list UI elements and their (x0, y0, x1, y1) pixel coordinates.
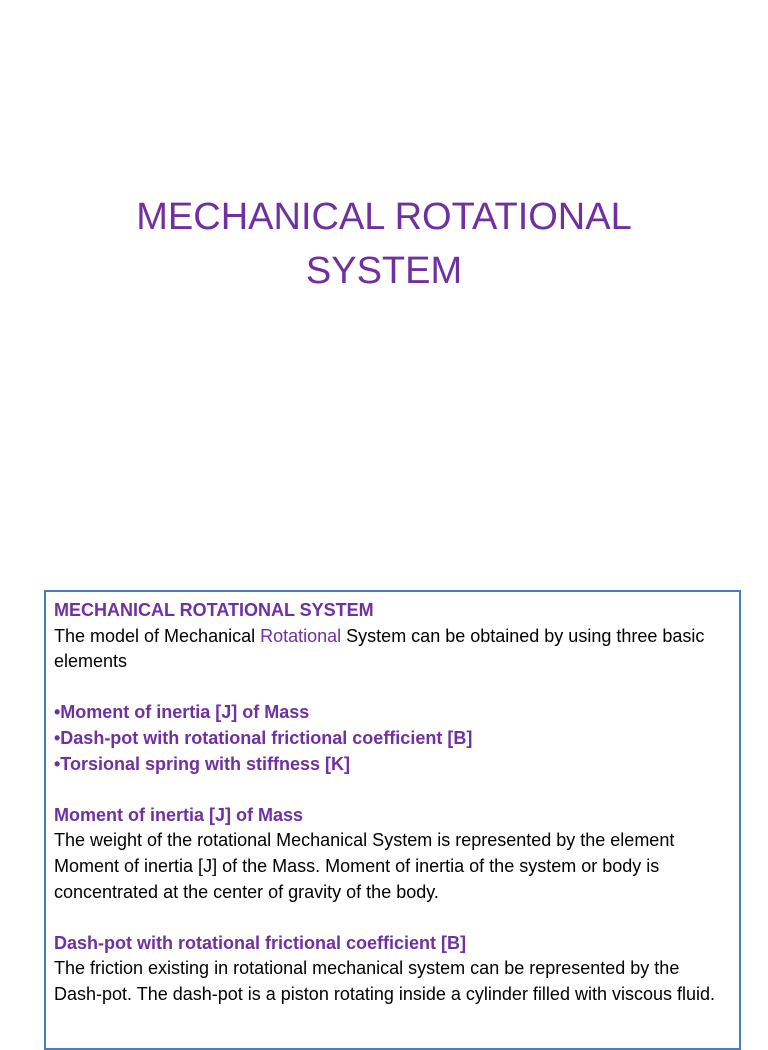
section-heading-inertia: Moment of inertia [J] of Mass (54, 804, 304, 825)
content-heading: MECHANICAL ROTATIONAL SYSTEM (54, 600, 374, 620)
bullet-item-spring: •Torsional spring with stiffness [K] (54, 753, 350, 774)
intro-highlight-word: Rotational (260, 625, 342, 646)
slide-title (60, 190, 708, 298)
bullet-item-dashpot: •Dash-pot with rotational frictional coefficient [B] (54, 727, 473, 748)
spacer (54, 675, 731, 701)
section-heading-dashpot: Dash-pot with rotational frictional coefficient [B] (54, 932, 467, 953)
slide-title-line-2: SYSTEM (305, 250, 463, 292)
section-body-inertia: The weight of the rotational Mechanical System is represented by the element Moment of inertia [J] of the Mass. Moment of inertia of the system or body is concentrated at the center of gravity of the body. (54, 830, 675, 902)
intro-paragraph (54, 624, 731, 675)
slide-title-line-1: MECHANICAL ROTATIONAL (136, 196, 632, 238)
intro-text-start: The model of Mechanical (54, 625, 261, 646)
bullet-item-inertia: •Moment of inertia [J] of Mass (54, 702, 310, 723)
content-text-box (44, 590, 741, 1050)
intro-text-end: System can be obtained by using three basic elements (54, 625, 705, 672)
spacer (54, 777, 731, 803)
section-body-dashpot: The friction existing in rotational mechanical system can be represented by the Dash-pot. The dash-pot is a piston rotating inside a cylinder filled with viscous fluid. (54, 958, 716, 1004)
element-bullet-list (54, 700, 731, 777)
spacer (54, 905, 731, 931)
